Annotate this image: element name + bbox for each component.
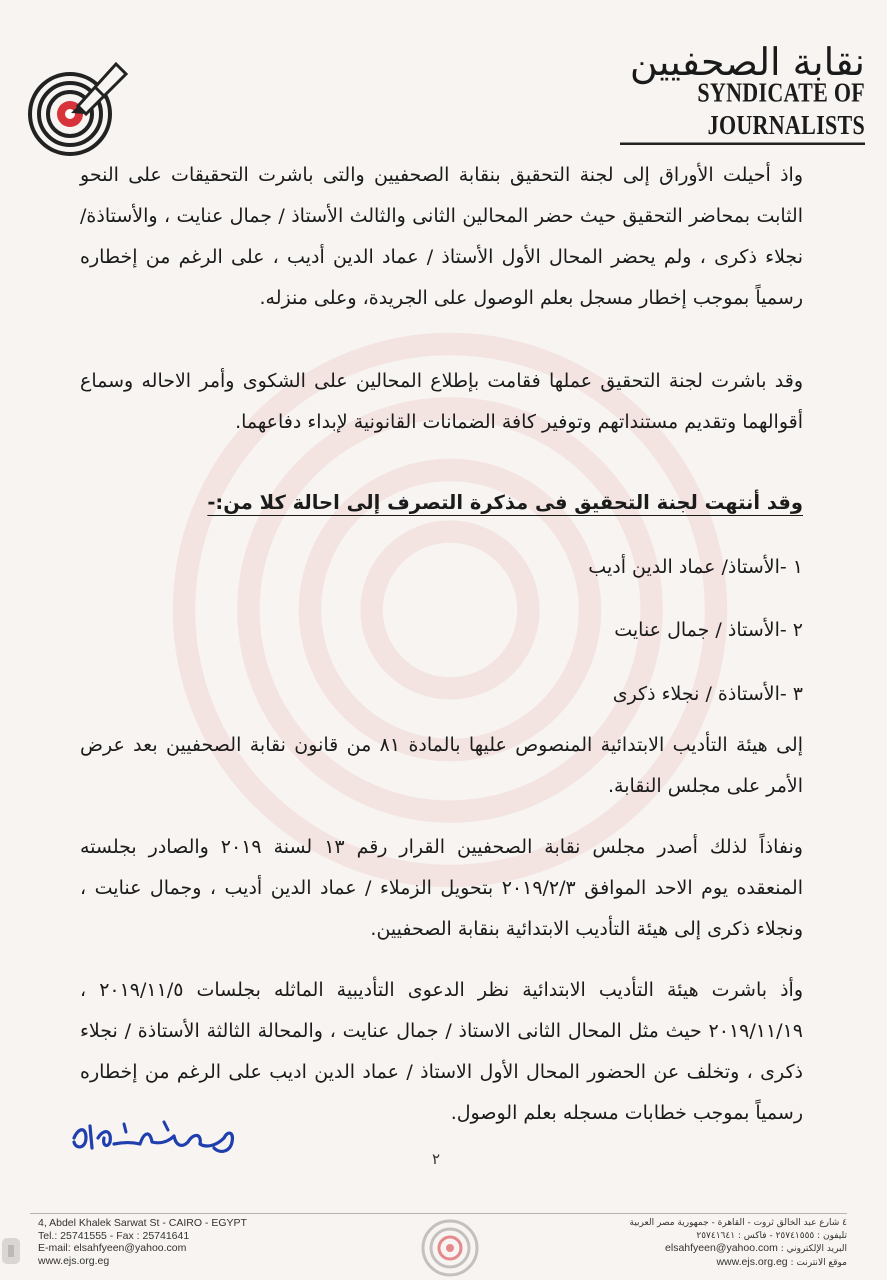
footer-contact-arabic: [630, 1217, 847, 1269]
footer-divider: [30, 1213, 847, 1214]
paragraph-1: واذ أحيلت الأوراق إلى لجنة التحقيق بنقابة الصحفيين والتى باشرت التحقيقات على النحو الثابت بمحاضر التحقيق حيث حضر المحالين الثانى والثالث الأستاذ / جمال عنايت ، والأستاذة/ نجلاء ذكرى ، ولم يحضر المحال الأول الأستاذ / عماد الدين أديب ، على الرغم من إخطاره رسمياً بموجب إخطار مسجل بعلم الوصول على الجريدة، وعلى منزله.: [80, 164, 803, 309]
page-number: ٢: [432, 1150, 441, 1168]
footer-email-ar: [630, 1242, 847, 1256]
footer-email-value: elsahfyeen@yahoo.com: [665, 1242, 778, 1254]
referral-heading-text: وقد أنتهت لجنة التحقيق فى مذكرة التصرف إلى احالة كلا من:-: [207, 491, 803, 514]
paragraph-5: ونفاذاً لذلك أصدر مجلس نقابة الصحفيين القرار رقم ١٣ لسنة ٢٠١٩ والصادر بجلسته المنعقده يوم الاحد الموافق ٢٠١٩/٢/٣ بتحويل الزملاء / عماد الدين أديب ، وجمال عنايت ، ونجلاء ذكرى إلى هيئة التأديب الابتدائية بنقابة الصحفيين.: [80, 836, 803, 940]
footer-address-ar: ٤ شارع عبد الخالق ثروت - القاهرة - جمهورية مصر العربية: [629, 1218, 847, 1228]
footer-contact-english: [38, 1217, 247, 1267]
footer-website-en: www.ejs.org.eg: [38, 1254, 110, 1267]
brand-name-arabic: نقابة الصحفيين: [629, 40, 865, 84]
handwritten-signature: [64, 1108, 244, 1164]
footer-phone-ar: تليفون : ٢٥٧٤١٥٥٥ - فاكس : ٢٥٧٤١٦٤١: [696, 1230, 847, 1241]
referral-item-1: ١ -الأستاذ/ عماد الدين أديب: [588, 556, 803, 578]
footer-phone-en: Tel.: 25741555 - Fax : 25741641: [38, 1229, 190, 1242]
paragraph-6: وأذ باشرت هيئة التأديب الابتدائية نظر الدعوى التأديبية الماثله بجلسات ٢٠١٩/١١/٥ ، ٢٠١٩/١١/١٩ حيث مثل المحال الثانى الاستاذ / جمال عنايت ، والمحالة الثالثة الأستاذة / نجلاء ذكرى ، وتخلف عن الحضور المحال الأول الاستاذ / عماد الدين اديب على الرغم من إخطاره رسمياً بموجب خطابات مسجله بعلم الوصول.: [80, 979, 803, 1124]
footer-email-label: البريد الإلكتروني :: [780, 1244, 847, 1254]
footer-address-en: 4, Abdel Khalek Sarwat St - CAIRO - EGYPT: [38, 1217, 247, 1229]
referral-item-3: ٣ -الأستاذة / نجلاء ذكرى: [612, 683, 803, 705]
footer-site-ar: [630, 1256, 847, 1270]
paragraph-4: إلى هيئة التأديب الابتدائية المنصوص عليها بالمادة ٨١ من قانون نقابة الصحفيين بعد عرض الأمر على مجلس النقابة.: [80, 734, 803, 797]
brand-name-english: SYNDICATE OF JOURNALISTS: [620, 76, 865, 145]
referral-item-2: ٢ -الأستاذ / جمال عنايت: [614, 619, 803, 641]
referral-heading: [80, 482, 803, 523]
corner-badge-icon: [0, 1236, 22, 1266]
syndicate-logo-icon: [24, 54, 134, 164]
footer-site-label: موقع الانترنت :: [790, 1257, 847, 1268]
paragraph-2: وقد باشرت لجنة التحقيق عملها فقامت بإطلاع المحالين على الشكوى وأمر الاحاله وسماع أقوالهما وتقديم مستنداتهم وتوفير كافة الضمانات القانونية لإبداء دفاعهما.: [80, 370, 803, 433]
footer-site-value: www.ejs.org.eg: [716, 1255, 788, 1268]
footer-email-en: E-mail: elsahfyeen@yahoo.com: [38, 1242, 187, 1254]
footer-logo-icon: [420, 1218, 480, 1278]
header-brand: [620, 34, 865, 145]
